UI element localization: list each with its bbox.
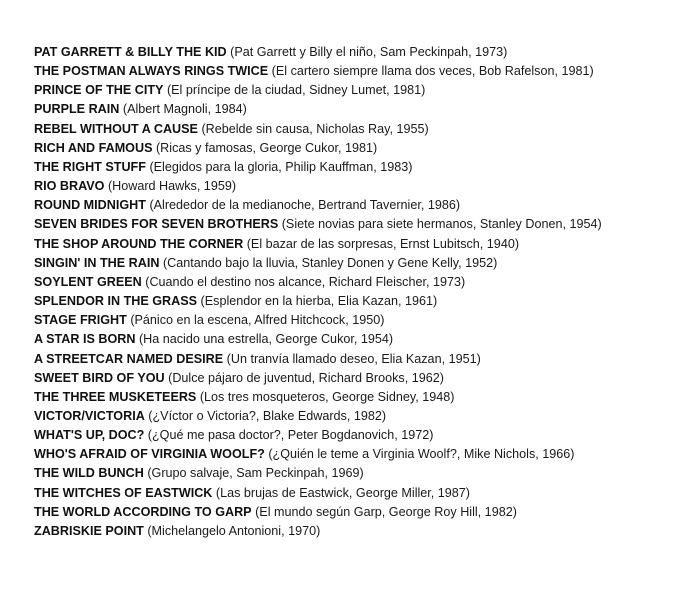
film-entry: [34, 311, 602, 330]
film-title: A STREETCAR NAMED DESIRE: [34, 351, 224, 366]
film-entry: [34, 81, 602, 100]
film-details: (Ha nacido una estrella, George Cukor, 1954): [138, 332, 394, 347]
film-title: THE POSTMAN ALWAYS RINGS TWICE: [34, 64, 269, 79]
film-details: (Las brujas de Eastwick, George Miller, 1987): [215, 485, 470, 500]
film-title: SPLENDOR IN THE GRASS: [34, 294, 198, 309]
film-entry: [34, 330, 602, 349]
film-details: (¿Quién le teme a Virginia Woolf?, Mike Nichols, 1966): [268, 447, 575, 462]
film-details: (¿Víctor o Victoria?, Blake Edwards, 1982): [148, 408, 387, 423]
film-details: (Grupo salvaje, Sam Peckinpah, 1969): [147, 466, 364, 481]
film-details: (Pat Garrett y Billy el niño, Sam Peckinpah, 1973): [230, 45, 508, 59]
film-details: (El príncipe de la ciudad, Sidney Lumet, 1981): [166, 83, 426, 98]
film-details: (Los tres mosqueteros, George Sidney, 1948): [199, 389, 455, 404]
film-title: SOYLENT GREEN: [34, 274, 142, 289]
film-details: (Howard Hawks, 1959): [107, 179, 237, 194]
film-title: PRINCE OF THE CITY: [34, 83, 164, 98]
film-entry: [34, 292, 602, 311]
film-entry: [34, 139, 602, 158]
film-title: PURPLE RAIN: [34, 102, 120, 117]
film-entry: [34, 158, 602, 177]
film-title: WHAT'S UP, DOC?: [34, 428, 145, 443]
film-details: (Albert Magnoli, 1984): [122, 102, 247, 117]
film-details: (Elegidos para la gloria, Philip Kauffman, 1983): [149, 159, 413, 174]
film-details: (Un tranvía llamado deseo, Elia Kazan, 1951): [226, 351, 481, 366]
film-list: [34, 43, 602, 541]
film-details: (¿Qué me pasa doctor?, Peter Bogdanovich, 1972): [147, 428, 434, 443]
film-details: (El cartero siempre llama dos veces, Bob Rafelson, 1981): [271, 64, 594, 79]
film-entry: [34, 62, 602, 81]
film-details: (Esplendor en la hierba, Elia Kazan, 1961): [200, 294, 438, 309]
film-details: (Michelangelo Antonioni, 1970): [147, 523, 321, 538]
film-entry: [34, 273, 602, 292]
film-entry: [34, 177, 602, 196]
film-entry: [34, 445, 602, 464]
film-entry: [34, 196, 602, 215]
film-entry: [34, 100, 602, 119]
film-title: SWEET BIRD OF YOU: [34, 370, 165, 385]
film-title: PAT GARRETT & BILLY THE KID: [34, 45, 227, 59]
film-title: THE RIGHT STUFF: [34, 159, 146, 174]
film-title: THE THREE MUSKETEERS: [34, 389, 197, 404]
film-title: REBEL WITHOUT A CAUSE: [34, 121, 198, 136]
film-entry: [34, 235, 602, 254]
film-entry: [34, 464, 602, 483]
film-details: (El mundo según Garp, George Roy Hill, 1982): [255, 504, 517, 519]
film-details: (Cuando el destino nos alcance, Richard Fleischer, 1973): [145, 274, 466, 289]
film-entry: [34, 407, 602, 426]
film-entry: [34, 484, 602, 503]
film-title: SINGIN' IN THE RAIN: [34, 255, 160, 270]
film-entry: [34, 522, 602, 541]
film-title: RICH AND FAMOUS: [34, 140, 153, 155]
film-details: (Siete novias para siete hermanos, Stanley Donen, 1954): [281, 217, 602, 232]
film-details: (Cantando bajo la lluvia, Stanley Donen y Gene Kelly, 1952): [162, 255, 498, 270]
film-entry: [34, 215, 602, 234]
film-title: RIO BRAVO: [34, 179, 105, 194]
film-title: VICTOR/VICTORIA: [34, 408, 145, 423]
film-title: SEVEN BRIDES FOR SEVEN BROTHERS: [34, 217, 279, 232]
film-title: ZABRISKIE POINT: [34, 523, 144, 538]
film-title: THE WORLD ACCORDING TO GARP: [34, 504, 252, 519]
film-entry: [34, 369, 602, 388]
film-entry: [34, 426, 602, 445]
film-title: WHO'S AFRAID OF VIRGINIA WOOLF?: [34, 447, 265, 462]
film-title: ROUND MIDNIGHT: [34, 198, 146, 213]
film-details: (Pánico en la escena, Alfred Hitchcock, 1950): [130, 313, 385, 328]
film-entry: [34, 388, 602, 407]
film-details: (Alrededor de la medianoche, Bertrand Tavernier, 1986): [149, 198, 461, 213]
film-entry: [34, 120, 602, 139]
film-title: THE WILD BUNCH: [34, 466, 144, 481]
film-entry: [34, 350, 602, 369]
film-details: (El bazar de las sorpresas, Ernst Lubitsch, 1940): [246, 236, 520, 251]
film-title: THE SHOP AROUND THE CORNER: [34, 236, 244, 251]
film-title: A STAR IS BORN: [34, 332, 136, 347]
film-details: (Rebelde sin causa, Nicholas Ray, 1955): [201, 121, 429, 136]
film-entry: [34, 43, 602, 62]
film-title: THE WITCHES OF EASTWICK: [34, 485, 213, 500]
film-entry: [34, 503, 602, 522]
film-details: (Ricas y famosas, George Cukor, 1981): [155, 140, 378, 155]
film-details: (Dulce pájaro de juventud, Richard Brooks, 1962): [168, 370, 444, 385]
film-title: STAGE FRIGHT: [34, 313, 127, 328]
film-entry: [34, 254, 602, 273]
